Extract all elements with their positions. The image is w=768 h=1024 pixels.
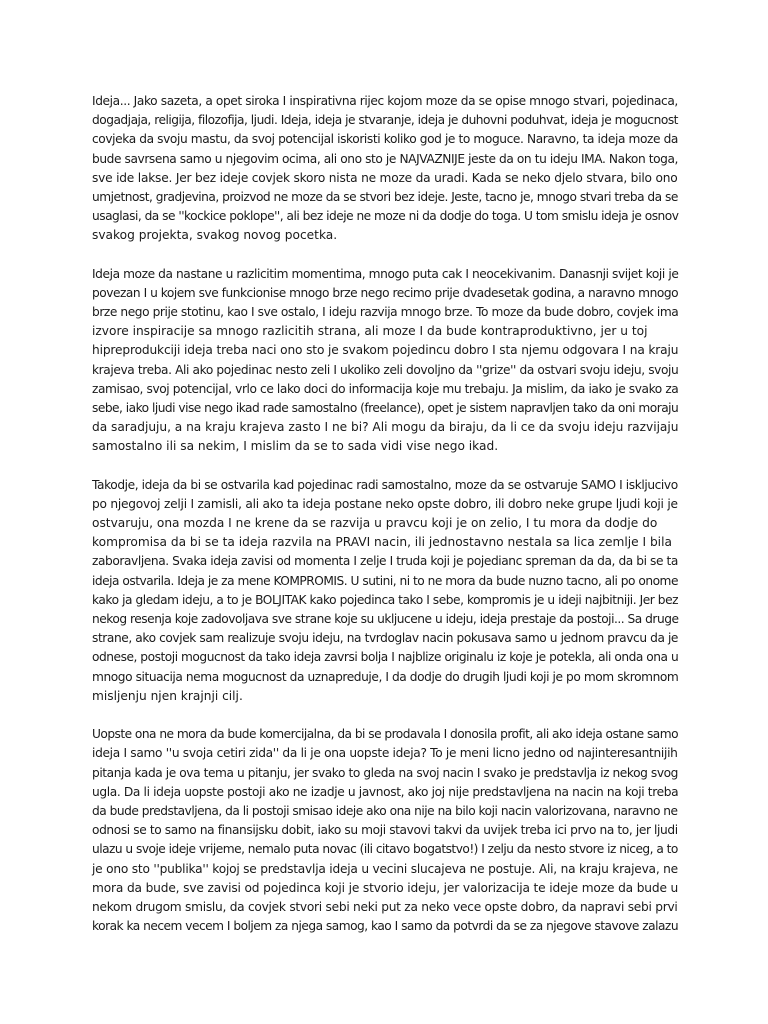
text-line: odnese, postoji mogucnost da tako ideja zavrsi bolja I najblize originalu iz koje je potekla, ali onda ona u: [92, 650, 679, 665]
text-line: ideja I samo ''u svoja cetiri zida'' da li je ona uopste ideja? To je meni licno jedno od najinteresantnijih: [92, 746, 678, 761]
text-line: nekom drugom smislu, da covjek stvori sebi neki put za neko vece opste dobro, da napravi sebi prvi: [92, 899, 678, 914]
text-line: povezan I u kojem sve funkcionise mnogo brze nego recimo prije dvadesetak godina, a naravno mnogo: [92, 285, 679, 300]
text-line: samostalno ili sa nekim, I mislim da se to sada vidi vise nego ikad.: [92, 439, 499, 454]
text-line: da bude predstavljena, da li postoji smisao ideje ako ona nije na bilo koji nacin valorizovana, naravno ne: [92, 803, 678, 818]
text-line: svakog projekta, svakog novog pocetka.: [92, 228, 338, 243]
text-line: po njegovoj zelji I zamisli, ali ako ta ideja postane neko opste dobro, ili dobro neke grupe ljudi koji je: [92, 496, 678, 511]
text-line: misljenju njen krajnji cilj.: [92, 688, 243, 703]
text-line: hipreprodukciji ideja treba naci ono sto je svakom pojedincu dobro I sta njemu odgovara I na kraju: [92, 343, 679, 358]
text-line: bude savrsena samo u njegovim ocima, ali ono sto je NAJVAZNIJE jeste da on tu ideju IMA. Nakon toga,: [92, 151, 678, 166]
paragraph: [92, 476, 678, 706]
text-line: usaglasi, da se ''kockice poklope'', ali bez ideje ne moze ni da dodje do toga. U tom smislu ideja je osnov: [92, 209, 679, 224]
text-line: covjeka da svoju mastu, da svoj potencijal iskoristi koliko god je to moguce. Naravno, ta ideja moze da: [92, 132, 679, 147]
text-line: da saradjuju, a na kraju krajeva zasto I ne bi? Ali mogu da biraju, da li ce da svoju ideju razvijaju: [92, 420, 679, 435]
text-line: mora da bude, sve zavisi od pojedinca koji je stvorio ideju, jer valorizacija te ideje moze da bude u: [92, 880, 679, 895]
text-line: zaboravljena. Svaka ideja zavisi od momenta I zelje I truda koji je pojedianc spreman da da, da bi se ta: [92, 554, 678, 569]
text-line: kako ja gledam ideju, a to je BOLJITAK kako pojedinca tako I sebe, kompromis je u ideji najbitniji. Jer bez: [92, 592, 679, 607]
paragraph: [92, 265, 678, 457]
paragraph: [92, 725, 678, 936]
text-line: Ideja... Jako sazeta, a opet siroka I inspirativna rijec kojom moze da se opise mnogo stvari, pojedinaca,: [92, 94, 678, 108]
text-line: Takodje, ideja da bi se ostvarila kad pojedinac radi samostalno, moze da se ostvaruje SAMO I iskljucivo: [92, 477, 678, 492]
text-line: ostvaruju, ona mozda I ne krene da se razvija u pravcu koji je on zelio, I tu mora da dodje do: [92, 516, 658, 531]
text-line: ulazu u svoje ideje vrijeme, nemalo puta novac (ili citavo bogatstvo!) I zelju da nesto stvore iz niceg, a to: [92, 842, 678, 857]
text-line: nekog resenja koje zadovoljava sve strane koje su ukljucene u ideju, ideja prestaje da postoji... Sa druge: [92, 612, 679, 627]
text-line: ideja ostvarila. Ideja je za mene KOMPROMIS. U sutini, ni to ne mora da bude nuzno tacno, ali po onome: [92, 573, 678, 588]
document-body: [92, 92, 678, 955]
paragraph: [92, 92, 678, 246]
text-line: ugla. Da li ideja uopste postoji ako ne izadje u javnost, ako joj nije predstavljena na nacin na koji treba: [92, 784, 679, 799]
text-line: pitanja kada je ova tema u pitanju, jer svako to gleda na svoj nacin I svako je predstavlja iz nekog svog: [92, 765, 678, 780]
text-line: krajeva treba. Ali ako pojedinac nesto zeli I ukoliko zeli dovoljno da ''grize'' da ostvari svoju ideju, svoju: [92, 362, 679, 377]
text-line: strane, ako covjek sam realizuje svoju ideju, na tvrdoglav nacin pokusava samo u jednom pravcu da je: [92, 631, 679, 646]
text-line: dogadjaja, religija, filozofija, ljudi. Ideja, ideja je stvaranje, ideja je duhovni poduhvat, ideja je mogucnost: [92, 113, 678, 128]
text-line: izvore inspiracije sa mnogo razlicitih strana, ali moze I da bude kontraproduktivno, jer u toj: [92, 324, 648, 339]
text-line: brze nego prije stotinu, kao I sve ostalo, I ideju razvija mnogo brze. To moze da bude dobro, covjek ima: [92, 305, 679, 320]
text-line: mnogo situacija nema mogucnost da uznapreduje, I da dodje do drugih ljudi koji je po mom skromnom: [92, 669, 679, 684]
text-line: je ono sto ''publika'' kojoj se predstavlja ideja u vecini slucajeva ne postuje. Ali, na kraju krajeva, ne: [92, 861, 678, 876]
text-line: kompromisa da bi se ta ideja razvila na PRAVI nacin, ili jednostavno nestala sa lica zemlje I bila: [92, 535, 672, 550]
text-line: sve ide lakse. Jer bez ideje covjek skoro nista ne moze da uradi. Kada se neko djelo stvara, bilo ono: [92, 170, 678, 185]
text-line: Uopste ona ne mora da bude komercijalna, da bi se prodavala I donosila profit, ali ako ideja ostane samo: [92, 727, 678, 742]
text-line: korak ka necem vecem I boljem za njega samog, kao I samo da potvrdi da se za njegove stavove zalazu: [92, 919, 679, 934]
text-line: sebe, iako ljudi vise nego ikad rade samostalno (freelance), opet je sistem napravljen tako da oni moraju: [92, 401, 679, 416]
text-line: zamisao, svoj potencijal, vrlo ce lako doci do informacija koje mu trebaju. Ja mislim, da iako je svako za: [92, 381, 679, 396]
text-line: odnosi se to samo na finansijsku dobit, iako su moji stavovi takvi da uvijek treba ici prvo na to, jer ljudi: [92, 823, 678, 838]
text-line: Ideja moze da nastane u razlicitim momentima, mnogo puta cak I neocekivanim. Danasnji svijet koji je: [92, 266, 679, 281]
text-line: umjetnost, gradjevina, proizvod ne moze da se stvori bez ideje. Jeste, tacno je, mnogo stvari treba da se: [92, 190, 678, 205]
